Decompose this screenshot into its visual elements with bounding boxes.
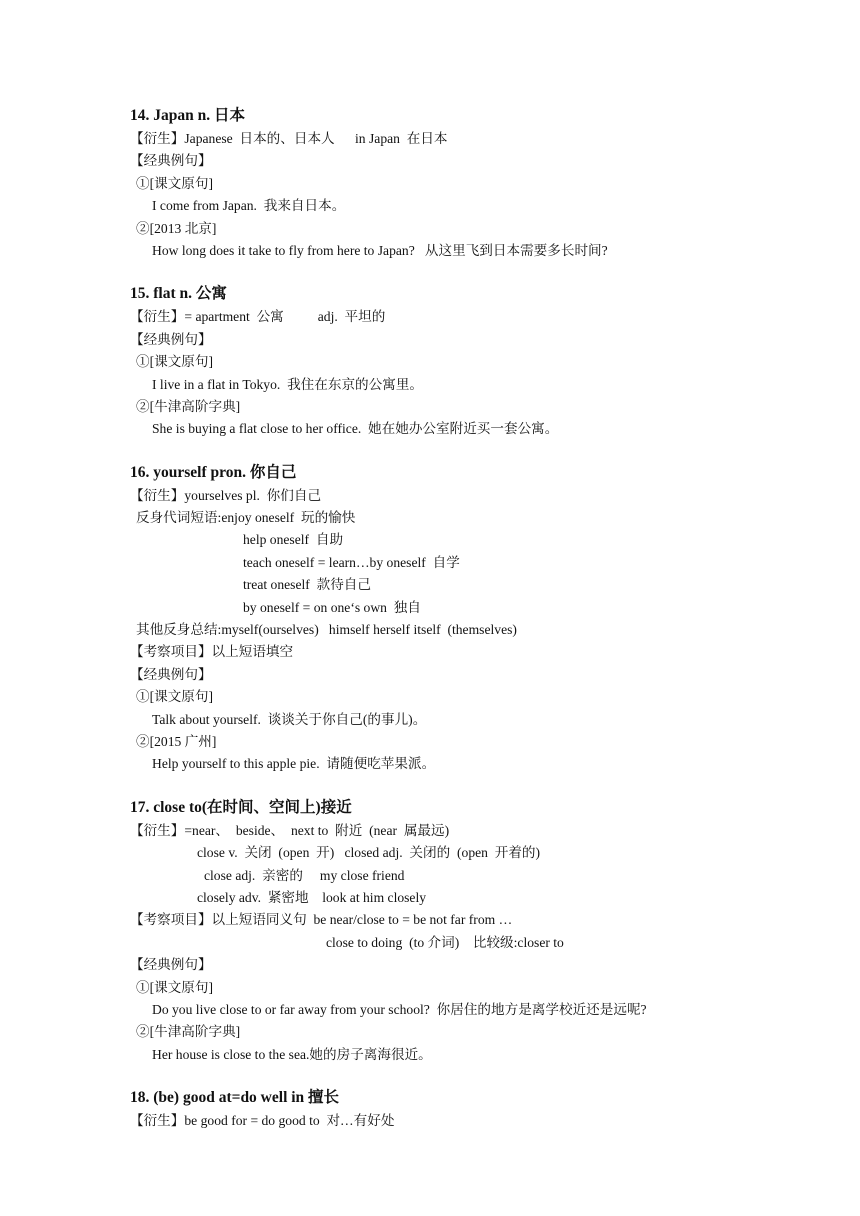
example-source: ②[牛津高阶字典] [136,1024,241,1040]
entry-japan [130,104,770,262]
entry-close-to [130,796,770,1066]
example-heading: 【经典例句】 [130,153,212,169]
derivation-line: 【衍生】yourselves pl. 你们自己 [130,487,322,503]
example-sentence: How long does it take to fly from here to Japan? 从这里飞到日本需要多长时间? [152,242,608,258]
example-source: ①[课文原句] [136,979,214,995]
example-sentence: Help yourself to this apple pie. 请随便吃苹果派。 [152,756,436,772]
phrase-line: treat oneself 款待自己 [243,577,371,593]
derivation-line: 【衍生】Japanese 日本的、日本人 in Japan 在日本 [130,131,448,146]
derivation-line: 【衍生】= apartment 公寓 adj. 平坦的 [130,309,386,325]
phrase-line: close to doing (to 介词) 比较级:closer to [326,934,564,950]
phrase-line: closely adv. 紧密地 look at him closely [197,889,427,905]
phrase-line: teach oneself = learn…by oneself 自学 [243,554,460,570]
entry-good-at [130,1086,770,1132]
entry-title: 16. yourself pron. 你自己 [130,463,297,481]
entry-title: 15. flat n. 公寓 [130,285,227,303]
entry-title: 18. (be) good at=do well in 擅长 [130,1089,340,1107]
example-sentence: I live in a flat in Tokyo. 我住在东京的公寓里。 [152,376,424,392]
entry-yourself [130,461,770,776]
phrase-line: by oneself = on one‘s own 独自 [243,599,421,615]
phrase-line: close adj. 亲密的 my close friend [204,867,405,883]
entry-title: 17. close to(在时间、空间上)接近 [130,798,352,816]
example-sentence: Do you live close to or far away from your school? 你居住的地方是离学校近还是远呢? [152,1001,647,1017]
example-heading: 【经典例句】 [130,957,212,973]
example-source: ①[课文原句] [136,689,214,705]
exam-item-line: 【考察项目】以上短语填空 [130,644,294,660]
phrase-line: close v. 关闭 (open 开) closed adj. 关闭的 (open 开着的) [197,845,541,861]
example-sentence: Her house is close to the sea.她的房子离海很近。 [152,1046,432,1062]
entry-flat [130,282,770,440]
example-heading: 【经典例句】 [130,331,212,347]
example-sentence: Talk about yourself. 谈谈关于你自己(的事儿)。 [152,711,427,727]
exam-item-line: 【考察项目】以上短语同义句 be near/close to = be not far from … [130,912,513,928]
example-source: ②[牛津高阶字典] [136,398,241,414]
derivation-line: 【衍生】be good for = do good to 对…有好处 [130,1113,395,1129]
example-source: ①[课文原句] [136,175,214,191]
example-sentence: I come from Japan. 我来自日本。 [152,198,346,214]
summary-line: 其他反身总结:myself(ourselves) himself herself itself (themselves) [136,622,517,638]
example-sentence: She is buying a flat close to her office. 她在她办公室附近买一套公寓。 [152,421,559,437]
phrase-line: 反身代词短语:enjoy oneself 玩的愉快 [136,510,356,526]
example-source: ①[课文原句] [136,354,214,370]
entry-title: 14. Japan n. 日本 [130,107,245,124]
document-page [130,104,770,1132]
example-source: ②[2015 广州] [136,733,217,749]
example-source: ②[2013 北京] [136,220,217,236]
example-heading: 【经典例句】 [130,666,212,682]
phrase-line: help oneself 自助 [243,532,344,548]
derivation-line: 【衍生】=near、 beside、 next to 附近 (near 属最远) [130,822,450,838]
